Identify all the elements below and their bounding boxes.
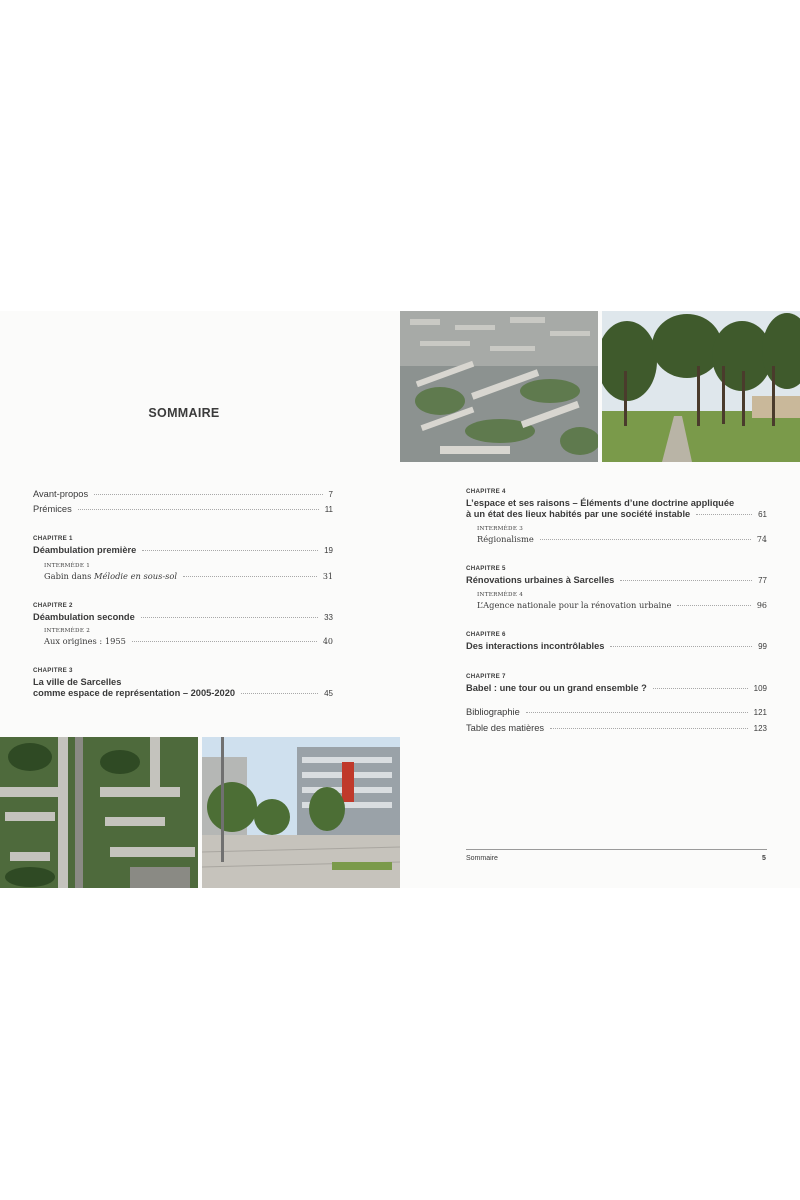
toc-label: à un état des lieux habités par une société instable <box>466 509 691 519</box>
toc-label: Prémices <box>33 504 72 514</box>
toc-page-number: 109 <box>753 684 767 693</box>
chapter-kicker: CHAPITRE 1 <box>33 535 73 542</box>
chapter-kicker: CHAPITRE 6 <box>466 631 506 638</box>
leader-dots <box>94 494 322 495</box>
interlude-kicker: INTERMÈDE 3 <box>477 526 524 532</box>
chapter-kicker: CHAPITRE 5 <box>466 565 506 572</box>
toc-label: Babel : une tour ou un grand ensemble ? <box>466 683 647 693</box>
left-table-of-contents <box>33 0 333 1200</box>
leader-dots <box>526 712 748 713</box>
toc-label: Déambulation seconde <box>33 612 135 622</box>
toc-label: Régionalisme <box>477 534 534 544</box>
toc-page-number: 31 <box>322 572 333 581</box>
interlude-kicker: INTERMÈDE 2 <box>44 628 91 634</box>
toc-page-number: 11 <box>324 505 333 514</box>
toc-entry-avant-propos[interactable] <box>33 489 333 500</box>
toc-label: Rénovations urbaines à Sarcelles <box>466 575 615 585</box>
leader-dots <box>540 539 751 540</box>
leader-dots <box>142 550 318 551</box>
interlude-kicker: INTERMÈDE 1 <box>44 563 91 569</box>
toc-label: Déambulation première <box>33 545 137 555</box>
toc-page-number: 99 <box>758 642 767 651</box>
page-title: SOMMAIRE <box>148 406 220 420</box>
toc-page-number: 61 <box>758 510 767 519</box>
toc-page-number: 45 <box>324 689 333 698</box>
leader-dots <box>183 576 317 577</box>
leader-dots <box>550 728 748 729</box>
toc-page-number: 77 <box>758 576 767 585</box>
toc-page-number: 74 <box>756 535 767 544</box>
chapter-kicker: CHAPITRE 3 <box>33 667 73 674</box>
toc-label: comme espace de représentation – 2005-2020 <box>33 688 236 698</box>
toc-page-number: 40 <box>322 637 333 646</box>
right-table-of-contents <box>466 0 767 1200</box>
toc-entry-chapter-1[interactable] <box>33 545 333 556</box>
toc-entry-intermede-2[interactable] <box>44 636 333 647</box>
toc-label: Bibliographie <box>466 707 520 717</box>
toc-entry-chapter-2[interactable] <box>33 612 333 623</box>
leader-dots <box>620 580 752 581</box>
running-footer-label: Sommaire <box>466 855 498 862</box>
toc-entry-chapter-4[interactable] <box>466 509 767 520</box>
footer-rule <box>466 849 767 850</box>
toc-page-number: 121 <box>753 708 767 717</box>
leader-dots <box>132 641 317 642</box>
toc-label: Gabin dans Mélodie en sous-sol <box>44 571 178 581</box>
toc-entry-intermede-3[interactable] <box>477 534 767 545</box>
toc-page-number: 123 <box>753 724 767 733</box>
toc-entry-chapter-6[interactable] <box>466 641 767 652</box>
toc-entry-table-des-matieres[interactable] <box>466 723 767 734</box>
toc-label: Avant-propos <box>33 489 89 499</box>
toc-page-number: 33 <box>324 613 333 622</box>
toc-entry-premices[interactable] <box>33 504 333 515</box>
leader-dots <box>696 514 752 515</box>
interlude-kicker: INTERMÈDE 4 <box>477 592 524 598</box>
leader-dots <box>78 509 319 510</box>
toc-entry-chapter-7[interactable] <box>466 683 767 694</box>
toc-entry-chapter-3[interactable] <box>33 688 333 699</box>
toc-entry-intermede-1[interactable] <box>44 571 333 582</box>
toc-page-number: 19 <box>324 546 333 555</box>
toc-entry-bibliographie[interactable] <box>466 707 767 718</box>
toc-entry-intermede-4[interactable] <box>477 600 767 611</box>
leader-dots <box>677 605 750 606</box>
leader-dots <box>241 693 318 694</box>
toc-chapter-4-line1[interactable]: L’espace et ses raisons – Éléments d’une doctrine appliquée <box>466 498 735 508</box>
folio-page-number: 5 <box>762 855 766 862</box>
toc-entry-chapter-5[interactable] <box>466 575 767 586</box>
chapter-kicker: CHAPITRE 4 <box>466 488 506 495</box>
toc-label: Aux origines : 1955 <box>44 636 126 646</box>
toc-label: Table des matières <box>466 723 545 733</box>
toc-page-number: 7 <box>328 490 333 499</box>
toc-chapter-3-line1[interactable]: La ville de Sarcelles <box>33 677 122 687</box>
chapter-kicker: CHAPITRE 2 <box>33 602 73 609</box>
toc-page-number: 96 <box>756 601 767 610</box>
leader-dots <box>610 646 752 647</box>
toc-label: L’Agence nationale pour la rénovation urbaine <box>477 600 672 610</box>
chapter-kicker: CHAPITRE 7 <box>466 673 506 680</box>
leader-dots <box>653 688 748 689</box>
toc-label: Des interactions incontrôlables <box>466 641 605 651</box>
leader-dots <box>141 617 318 618</box>
